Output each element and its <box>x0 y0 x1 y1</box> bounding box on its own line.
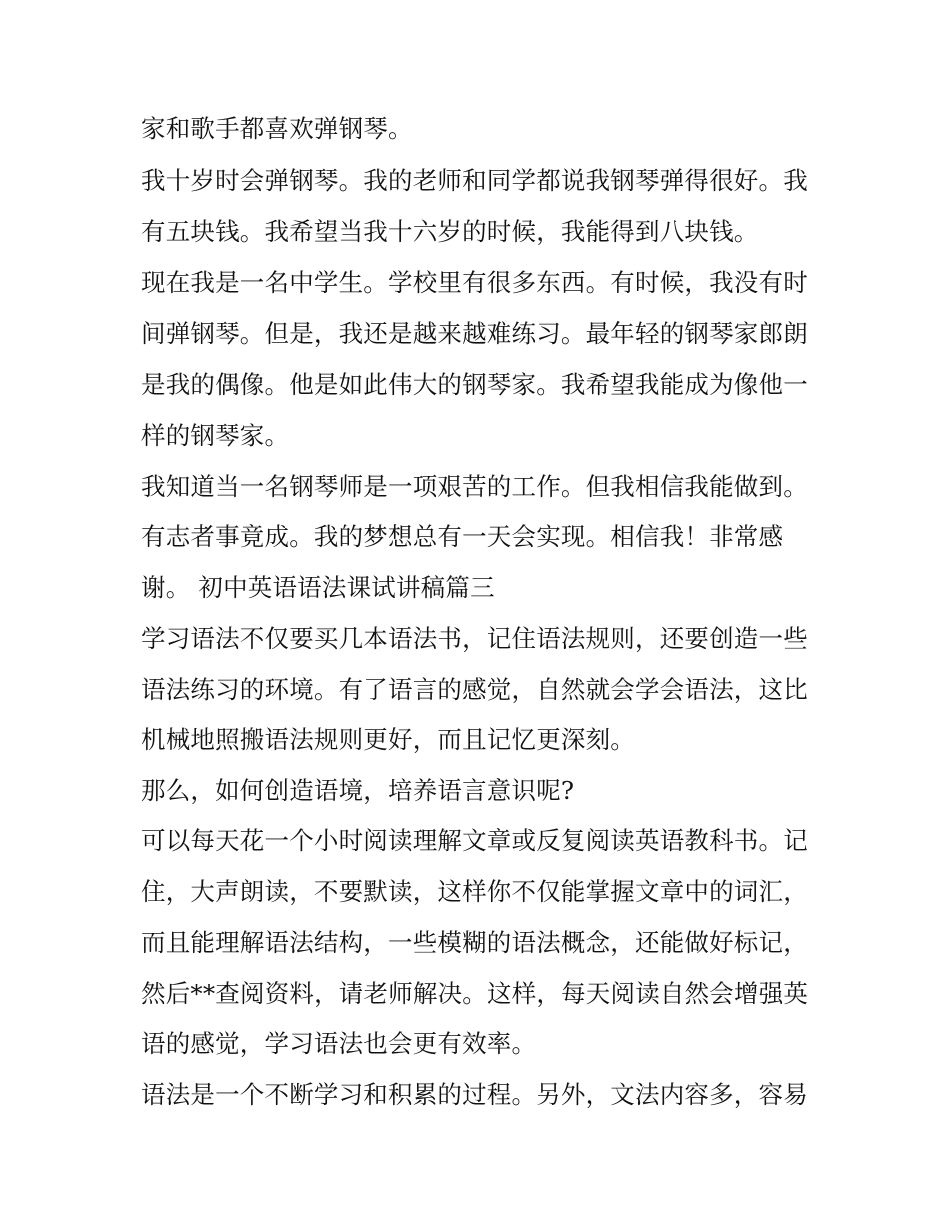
text-line: 我知道当一名钢琴师是一项艰苦的工作。但我相信我能做到。 <box>141 472 808 501</box>
text-line: 谢。 初中英语语法课试讲稿篇三 <box>141 573 495 602</box>
text-line: 现在我是一名中学生。学校里有很多东西。有时候，我没有时 <box>141 268 808 297</box>
text-line: 那么，如何创造语境，培养语言意识呢? <box>141 776 575 805</box>
text-line: 语法是一个不断学习和积累的过程。另外，文法内容多，容易 <box>141 1080 808 1109</box>
text-line: 有五块钱。我希望当我十六岁的时候，我能得到八块钱。 <box>141 217 759 246</box>
text-line: 间弹钢琴。但是，我还是越来越难练习。最年轻的钢琴家郎朗 <box>141 319 808 348</box>
text-line: 家和歌手都喜欢弹钢琴。 <box>141 114 413 143</box>
text-line: 机械地照搬语法规则更好，而且记忆更深刻。 <box>141 725 635 754</box>
text-line: 住，大声朗读，不要默读，这样你不仅能掌握文章中的词汇， <box>141 877 808 906</box>
text-line: 是我的偶像。他是如此伟大的钢琴家。我希望我能成为像他一 <box>141 370 808 399</box>
text-line: 样的钢琴家。 <box>141 421 290 450</box>
text-line: 可以每天花一个小时阅读理解文章或反复阅读英语教科书。记 <box>141 826 808 855</box>
text-line: 语的感觉，学习语法也会更有效率。 <box>141 1029 537 1058</box>
text-line: 而且能理解语法结构，一些模糊的语法概念，还能做好标记， <box>141 928 808 957</box>
text-line: 我十岁时会弹钢琴。我的老师和同学都说我钢琴弹得很好。我 <box>141 166 808 195</box>
text-line: 然后**查阅资料，请老师解决。这样，每天阅读自然会增强英 <box>141 979 809 1008</box>
text-line: 有志者事竟成。我的梦想总有一天会实现。相信我！非常感 <box>141 522 784 551</box>
text-line: 语法练习的环境。有了语言的感觉，自然就会学会语法，这比 <box>141 675 808 704</box>
text-line: 学习语法不仅要买几本语法书，记住语法规则，还要创造一些 <box>141 624 808 653</box>
